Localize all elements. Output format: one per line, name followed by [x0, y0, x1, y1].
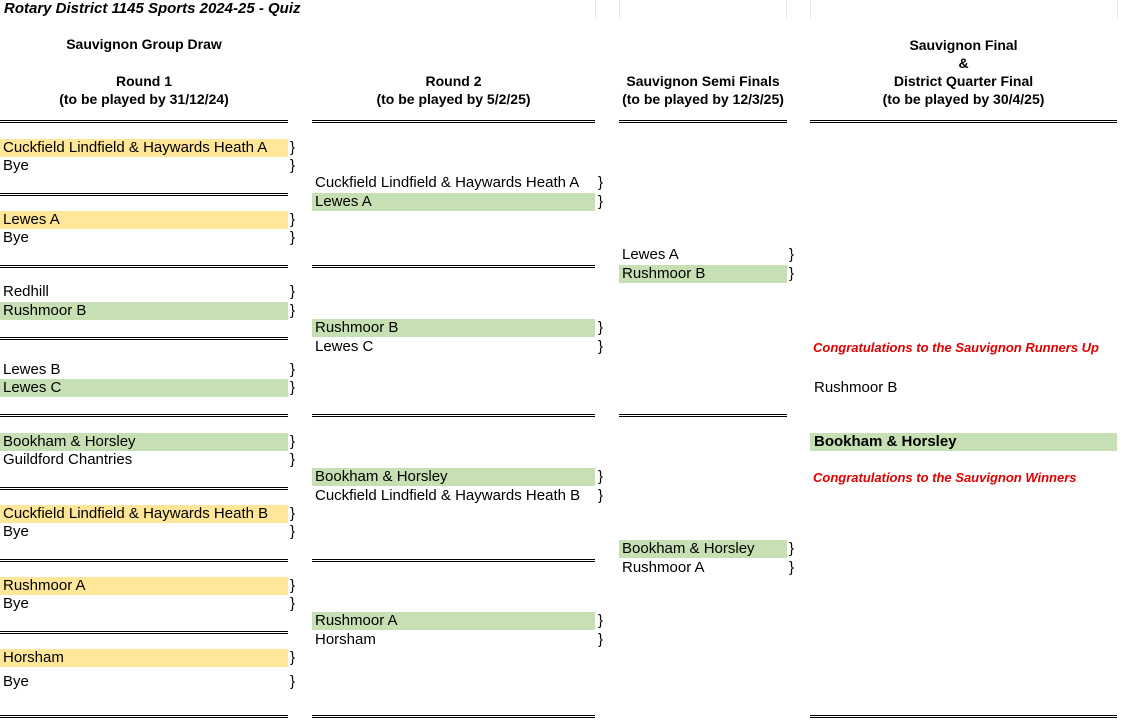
- divider-line: [312, 265, 595, 268]
- bracket-brace: }: [290, 673, 296, 690]
- final-header: [810, 36, 1117, 108]
- bracket-brace: }: [789, 246, 795, 263]
- round1-team: Lewes A: [0, 211, 288, 229]
- round1-deadline: (to be played by 31/12/24): [59, 91, 229, 107]
- round2-team: Cuckfield Lindfield & Haywards Heath A: [315, 174, 580, 191]
- semi-header: [619, 72, 787, 108]
- round1-team: Cuckfield Lindfield & Haywards Heath B: [0, 505, 288, 523]
- bracket-brace: }: [598, 487, 604, 504]
- bracket-brace: }: [598, 612, 604, 629]
- round1-team: Bye: [3, 595, 29, 612]
- winner-team: Bookham & Horsley: [810, 433, 1117, 451]
- bracket-brace: }: [290, 157, 296, 174]
- bracket-brace: }: [290, 211, 296, 228]
- semi-team: Rushmoor A: [622, 559, 705, 576]
- divider-line: [0, 193, 288, 196]
- divider-line: [619, 120, 787, 123]
- divider-line: [0, 337, 288, 340]
- round2-team: Lewes A: [312, 193, 595, 211]
- divider-line: [0, 487, 288, 490]
- round2-team: Bookham & Horsley: [312, 468, 595, 486]
- runners-up-message: Congratulations to the Sauvignon Runners Up: [813, 340, 1099, 355]
- divider-line: [0, 631, 288, 634]
- divider-line: [0, 715, 288, 718]
- bracket-brace: }: [290, 451, 296, 468]
- divider-line: [0, 559, 288, 562]
- round1-team: Redhill: [3, 283, 49, 300]
- bracket-brace: }: [290, 433, 296, 450]
- bracket-brace: }: [290, 302, 296, 319]
- bracket-brace: }: [290, 379, 296, 396]
- round1-team: Bookham & Horsley: [0, 433, 288, 451]
- round1-team: Guildford Chantries: [3, 451, 133, 468]
- divider-line: [312, 120, 595, 123]
- semi-deadline: (to be played by 12/3/25): [622, 91, 784, 107]
- bracket-brace: }: [290, 139, 296, 156]
- round1-team: Bye: [3, 229, 29, 246]
- round2-title: Round 2: [425, 73, 482, 89]
- winners-message: Congratulations to the Sauvignon Winners: [813, 470, 1077, 485]
- round1-title: Round 1: [116, 73, 172, 89]
- bracket-brace: }: [598, 174, 604, 191]
- round1-team: Bye: [3, 673, 29, 690]
- final-deadline: (to be played by 30/4/25): [882, 91, 1045, 107]
- bracket-brace: }: [290, 505, 296, 522]
- round2-team: Horsham: [315, 631, 376, 648]
- round2-team: Cuckfield Lindfield & Haywards Heath B: [315, 487, 581, 504]
- bracket-brace: }: [290, 577, 296, 594]
- bracket-brace: }: [290, 523, 296, 540]
- round2-deadline: (to be played by 5/2/25): [376, 91, 531, 107]
- bracket-brace: }: [290, 229, 296, 246]
- round1-team: Rushmoor B: [0, 302, 288, 320]
- divider-line: [312, 715, 595, 718]
- final-ampersand: &: [958, 55, 969, 71]
- divider-line: [312, 559, 595, 562]
- group-draw-heading: Sauvignon Group Draw: [66, 36, 222, 52]
- divider-line: [0, 414, 288, 417]
- round2-team: Lewes C: [315, 338, 374, 355]
- round1-team: Cuckfield Lindfield & Haywards Heath A: [0, 139, 288, 157]
- semi-team: Lewes A: [622, 246, 679, 263]
- runners-up-team: Rushmoor B: [814, 379, 898, 396]
- bracket-brace: }: [598, 468, 604, 485]
- semi-team: Rushmoor B: [619, 265, 787, 283]
- bracket-brace: }: [290, 595, 296, 612]
- divider-line: [312, 414, 595, 417]
- round2-team: Rushmoor B: [312, 319, 595, 337]
- round1-team: Lewes C: [0, 379, 288, 397]
- round1-team: Bye: [3, 523, 29, 540]
- round1-team: Rushmoor A: [0, 577, 288, 595]
- divider-line: [619, 414, 787, 417]
- bracket-brace: }: [789, 540, 795, 557]
- divider-line: [0, 265, 288, 268]
- round1-team: Lewes B: [3, 361, 61, 378]
- round1-team: Bye: [3, 157, 29, 174]
- bracket-brace: }: [290, 283, 296, 300]
- page-title: Rotary District 1145 Sports 2024-25 - Quiz: [4, 0, 301, 17]
- final-title: Sauvignon Final: [909, 37, 1018, 53]
- bracket-brace: }: [598, 631, 604, 648]
- bracket-brace: }: [290, 361, 296, 378]
- divider-line: [0, 120, 288, 123]
- round2-team: Rushmoor A: [312, 612, 595, 630]
- round1-header: [0, 72, 288, 108]
- semi-team: Bookham & Horsley: [619, 540, 787, 558]
- bracket-brace: }: [789, 265, 795, 282]
- bracket-brace: }: [290, 649, 296, 666]
- bracket-brace: }: [598, 193, 604, 210]
- round2-header: [312, 72, 595, 108]
- bracket-brace: }: [598, 338, 604, 355]
- round1-team: Horsham: [0, 649, 288, 667]
- bracket-brace: }: [789, 559, 795, 576]
- final-subtitle: District Quarter Final: [893, 73, 1034, 89]
- bracket-brace: }: [598, 319, 604, 336]
- divider-line: [810, 715, 1117, 718]
- semi-title: Sauvignon Semi Finals: [626, 73, 780, 89]
- divider-line: [810, 120, 1117, 123]
